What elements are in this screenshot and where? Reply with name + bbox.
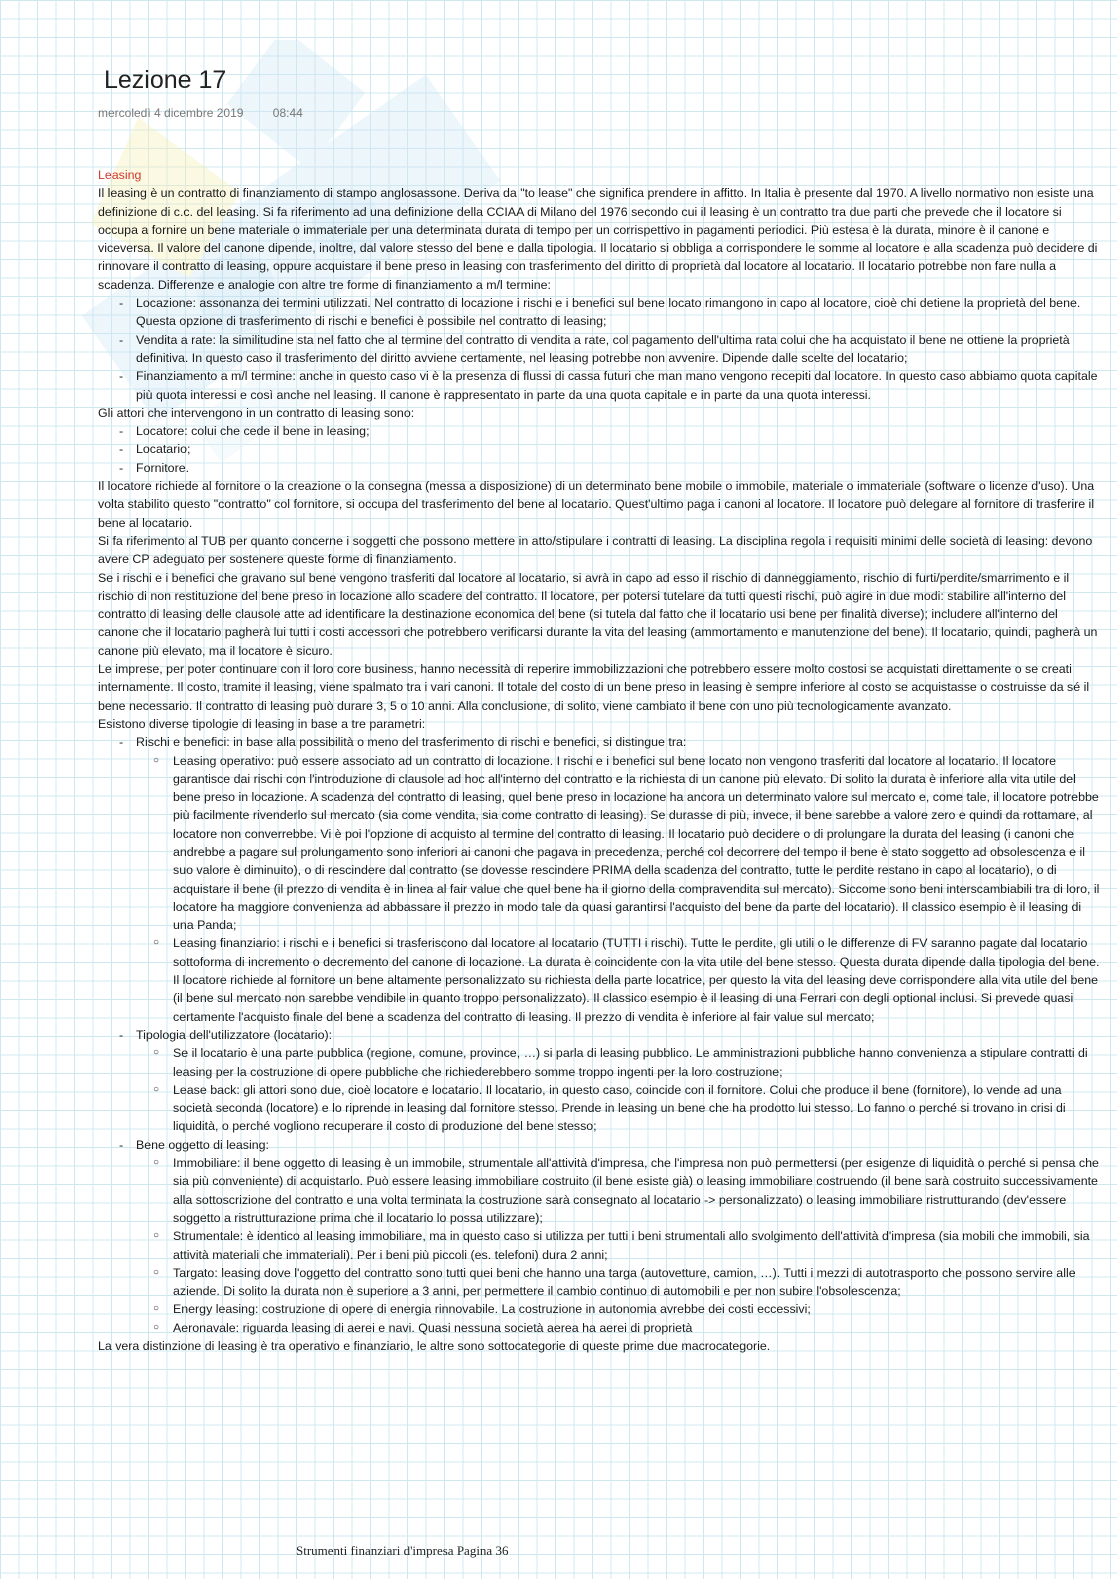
parameter-label: Tipologia dell'utilizzatore (locatario): xyxy=(136,1027,333,1042)
list-item: - Finanziamento a m/l termine: anche in questo caso vi è la presenza di flussi di cassa futuri che man mano vengono recepiti dal locatore. In questo caso abbiamo quota capitale più quota interessi e così anche nel leasing. Il canone è rappresentato in parte da una quota capitale e in parte da una quota interessi. xyxy=(98,367,1100,404)
parameter-item xyxy=(98,733,1100,1026)
list-item: - Vendita a rate: la similitudine sta nel fatto che al termine del contratto di vendita a rate, col pagamento dell'ultima rata colui che ha acquistato il bene ne ottiene la proprietà definitiva. In questo caso il trasferimento del diritto avviene certamente, nel leasing potrebbe non avvenire. Dipende dalle scelte del locatario; xyxy=(98,331,1100,368)
sub-list-item: ○ Lease back: gli attori sono due, cioè locatore e locatario. Il locatario, in questo caso, coincide con il fornitore. Colui che produce il bene (fornitore), lo vende ad una società seconda (locatore) e lo riprende in leasing dal fornitore stesso. Prende in leasing un bene che ha prodotto lui stesso. Lo fanno o perché si trovano in crisi di liquidità, o perché vogliono recuperare il costo di produzione del bene stesso; xyxy=(98,1081,1100,1136)
parameter-item xyxy=(98,1026,1100,1136)
sub-list-item: ○ Immobiliare: il bene oggetto di leasing è un immobile, strumentale all'attività d'impresa, che l'impresa non può permettersi (per esigenze di liquidità o perché si pensa che sia più conveniente) di acquistarlo. Può essere leasing immobiliare costruito (il bene esiste già) o leasing immobiliare costruendo (il bene sarà costruito successivamente alla sottoscrizione del contratto e una volta terminata la costruzione sarà consegnato al locatario -> personalizzato) o leasing immobiliare ristrutturando (dev'essere soggetto a ristrutturazione prima che il locatario lo possa utilizzare); xyxy=(98,1154,1100,1227)
sub-list-item: ○ Strumentale: è identico al leasing immobiliare, ma in questo caso si utilizza per tutti i beni strumentali allo svolgimento dell'attività d'impresa (sia mobili che immobili, sia attività materiali che immateriali). Per i beni più piccoli (es. telefoni) dura 2 anni; xyxy=(98,1227,1100,1264)
actors-list xyxy=(98,422,1100,477)
parameter-item xyxy=(98,1136,1100,1337)
list-item: - Locatario; xyxy=(98,440,1100,458)
list-item: - Locatore: colui che cede il bene in leasing; xyxy=(98,422,1100,440)
actors-intro: Gli attori che intervengono in un contratto di leasing sono: xyxy=(98,405,415,420)
parameters-list xyxy=(98,733,1100,1337)
parameter-label: Rischi e benefici: in base alla possibilità o meno del trasferimento di rischi e benefici, si distingue tra: xyxy=(136,735,687,750)
closing-paragraph: La vera distinzione di leasing è tra operativo e finanziario, le altre sono sottocategorie di queste prime due macrocategorie. xyxy=(98,1339,771,1353)
paragraph: Esistono diverse tipologie di leasing in base a tre parametri: xyxy=(98,716,426,731)
intro-paragraph: Il leasing è un contratto di finanziamento di stampo anglosassone. Deriva da "to lease" che significa prendere in affitto. In Italia è presente dal 1970. A livello normativo non esiste una definizione di c.c. del leasing. Si fa riferimento ad una definizione della CCIAA di Milano del 1976 secondo cui il leasing è un contratto tra due parti che prevede che il locatore si occupa a fornire un bene materiale o immateriale per una determinata durata di tempo per un corrispettivo in pagamenti periodici. Più estesa è la durata, minore è il canone e viceversa. Il valore del canone dipende, inoltre, dal valore stesso del bene e dalla tipologia. Il locatario si obbliga a corrispondere le somme al locatore e alla scadenza può decidere di rinnovare il contratto di leasing, oppure acquistare il bene preso in leasing con trasferimento del diritto di proprietà dal locatore al locatario. Il locatario potrebbe non fare nulla a scadenza. Differenze e analogie con altre tre forme di finanziamento a m/l termine: xyxy=(98,186,1098,292)
page-date: mercoledì 4 dicembre 2019 xyxy=(98,106,244,120)
sub-list-item: ○ Leasing operativo: può essere associato ad un contratto di locazione. I rischi e i benefici sul bene locato non vengono trasferiti dal locatore al locatario. Il locatore garantisce dai rischi con l'introduzione di clausole ad hoc all'interno del contratto e la richiesta di un canone più elevato. Di solito la durata è inferiore alla vita utile del bene preso in locazione. A scadenza del contratto di leasing, quel bene preso in locazione ha ancora un determinato valore sul mercato e, come tale, il locatore potrebbe più facilmente rivenderlo sul mercato (sia come vendita, sia come contratto di leasing). Se durasse di più, invece, il bene sarebbe a valore zero e quindi da rottamare, al locatore non converrebbe. Vi è poi l'opzione di acquisto al termine del contratto di leasing. Il locatario può decidere o di prolungare la durata del leasing (i canoni che andrebbe a pagare sul prolungamento sono inferiori ai canoni che pagava in precedenza, perché col decorrere del tempo il bene è stato soggetto ad obsolescenza e il suo valore è diminuito), o di rescindere dal contratto (se dovesse rescindere PRIMA della scadenza del contratto, tutte le perdite restano in capo al locatario), o di acquistare il bene (il prezzo di vendita è in linea al fair value che quel bene ha il giorno della compravendita sul mercato). Siccome sono beni interscambiabili tra di loro, il locatore ha maggiore convenienza ad abbassare il prezzo in modo tale da quasi garantirsi l'acquisto del bene da parte del locatario). Il classico esempio è il leasing di una Panda; xyxy=(98,752,1100,935)
sub-list xyxy=(136,752,1100,1026)
parameter-label: Bene oggetto di leasing: xyxy=(136,1137,269,1152)
paragraph: Il locatore richiede al fornitore o la creazione o la consegna (messa a disposizione) di un determinato bene mobile o immobile, materiale o immateriale (software o licenze d'uso). Una volta stabilito questo "contratto" col fornitore, si occupa del trasferimento del bene al locatario. Quest'ultimo paga i canoni al locatore. Il locatore può delegare al fornitore di trasferire il bene al locatario. xyxy=(98,479,1095,530)
sub-list-item: ○ Targato: leasing dove l'oggetto del contratto sono tutti quei beni che hanno una targa (autovetture, camion, …). Tutti i mezzi di autotrasporto che possono servire alle aziende. Di solito la durata non è superiore a 3 anni, per permettere il cambio continuo di automobili e per non subire l'obsolescenza; xyxy=(98,1264,1100,1301)
list-item: - Locazione: assonanza dei termini utilizzati. Nel contratto di locazione i rischi e i benefici sul bene locato rimangono in capo al locatore, cioè chi detiene la proprietà del bene. Questa opzione di trasferimento di rischi e benefici è possibile nel contratto di leasing; xyxy=(98,294,1100,331)
paragraph: Le imprese, per poter continuare con il loro core business, hanno necessità di reperire immobilizzazioni che potrebbero essere molto costosi se acquistati direttamente o se creati internamente. Il costo, tramite il leasing, viene spalmato tra i vari canoni. Il totale del costo di un bene preso in leasing è sempre inferiore al costo se acquistasse o costruisse da sé il bene necessario. Il contratto di leasing può durare 3, 5 o 10 anni. Alla conclusione, di solito, viene cambiato il bene con uno più tecnologicamente avanzato. xyxy=(98,662,1090,713)
list-item: - Fornitore. xyxy=(98,459,1100,477)
paragraph: Si fa riferimento al TUB per quanto concerne i soggetti che possono mettere in atto/stipulare i contratti di leasing. La disciplina regola i requisiti minimi delle società di leasing: devono avere CP adeguato per sostenere queste forme di finanziamento. xyxy=(98,533,1093,567)
sub-list-item: ○ Leasing finanziario: i rischi e i benefici si trasferiscono dal locatore al locatario (TUTTI i rischi). Tutte le perdite, gli utili o le differenze di FV saranno pagate dal locatario sottoforma di incremento o decremento del canone di locazione. La durata è coincidente con la vita utile del bene stesso. Questa durata dipende dalla tipologia del bene. Il locatore richiede al fornitore un bene altamente personalizzato su richiesta della parte locatrice, per questo la vita del leasing deve corrispondere alla vita utile del bene (il bene sul mercato non sarebbe vendibile in quanto troppo personalizzato). Il classico esempio è il leasing di una Ferrari con degli optional inclusi. Si prevede quasi certamente l'acquisto finale del bene a scadenza del contratto di leasing. Il prezzo di vendita è inferiore al fair value sul mercato; xyxy=(98,934,1100,1025)
comparison-list xyxy=(98,294,1100,404)
sub-list xyxy=(136,1154,1100,1337)
paragraph: Se i rischi e i benefici che gravano sul bene vengono trasferiti dal locatore al locatario, si avrà in capo ad esso il rischio di danneggiamento, rischio di furti/perdite/smarrimento e il rischio di non restituzione del bene preso in locazione allo scadere del contratto. Il locatore, per potersi tutelare da tutti questi rischi, può agire in due modi: stabilire all'interno del contratto di leasing delle clausole atte ad identificare la destinazione economica del bene (si tutela dal fatto che il locatario usi bene per finalità diverse); includere all'interno del canone che il locatario pagherà lui tutti i costi accessori che potrebbero verificarsi durante la vita del leasing (ammortamento e manutenzione del bene). Il locatario, quindi, pagherà un canone più elevato, ma il locatore è sicuro. xyxy=(98,570,1098,658)
page-title: Lezione 17 xyxy=(104,66,227,94)
page-dateline xyxy=(98,106,303,120)
sub-list-item: ○ Se il locatario è una parte pubblica (regione, comune, province, …) si parla di leasing pubblico. Le amministrazioni pubbliche hanno convenienza a stipulare contratti di leasing per la costruzione di opere pubbliche che richiederebbero somme troppo ingenti per la loro costruzione; xyxy=(98,1044,1100,1081)
page-footer: Strumenti finanziari d'impresa Pagina 36 xyxy=(296,1543,509,1558)
page-time: 08:44 xyxy=(272,106,303,120)
sub-list-item: ○ Aeronavale: riguarda leasing di aerei e navi. Quasi nessuna società aerea ha aerei di proprietà xyxy=(98,1319,1100,1337)
note-body xyxy=(98,166,1100,1355)
section-title: Leasing xyxy=(98,168,142,182)
sub-list xyxy=(136,1044,1100,1135)
sub-list-item: ○ Energy leasing: costruzione di opere di energia rinnovabile. La costruzione in autonomia avrebbe dei costi eccessivi; xyxy=(98,1300,1100,1318)
